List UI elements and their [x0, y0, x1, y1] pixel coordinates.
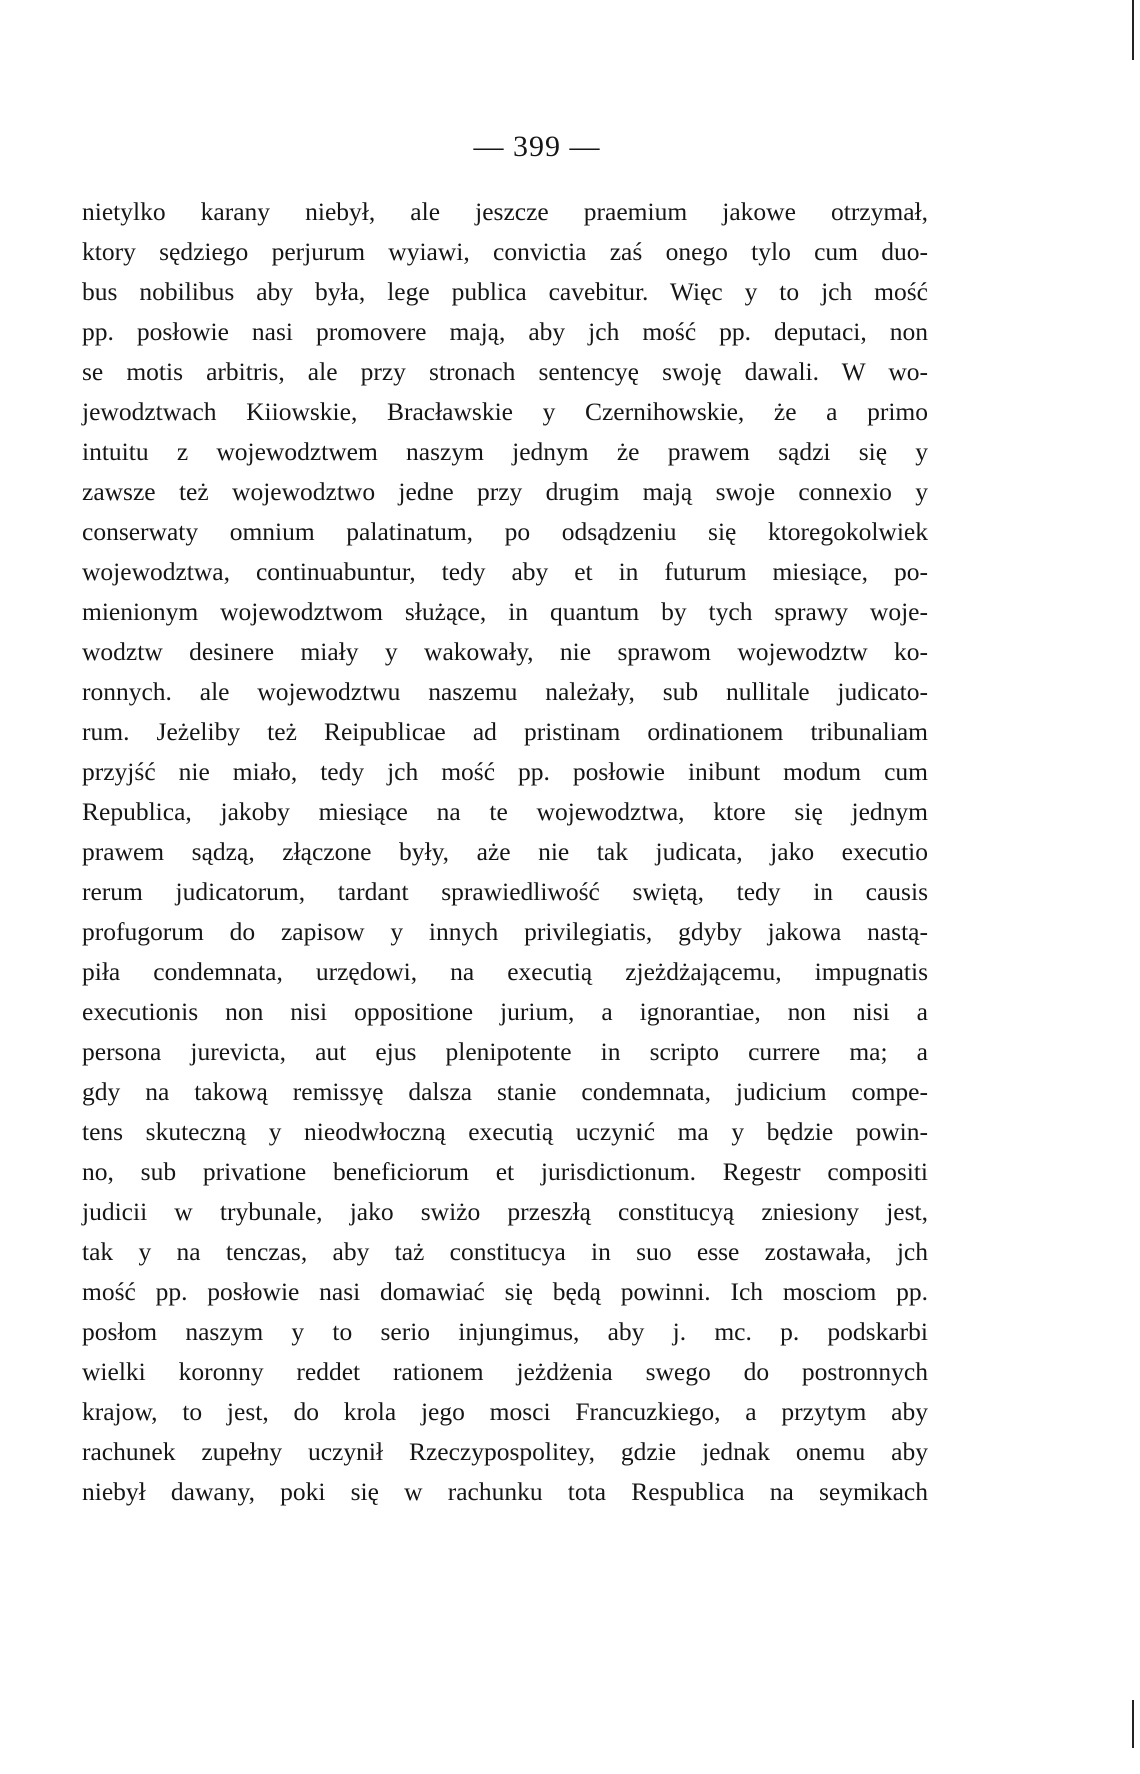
scan-edge-mark-top	[1132, 0, 1134, 60]
text-line: mienionym wojewodztwom służące, in quantum by tych sprawy woje-	[82, 597, 928, 626]
text-line: rachunek zupełny uczynił Rzeczypospolitey, gdzie jednak onemu aby	[82, 1437, 928, 1466]
text-line: tens skuteczną y nieodwłoczną executią uczynić ma y będzie powin-	[82, 1117, 928, 1146]
scan-edge-mark-bottom	[1132, 1700, 1134, 1748]
text-line: conserwaty omnium palatinatum, po odsądzeniu się ktoregokolwiek	[82, 517, 928, 546]
text-line: pp. posłowie nasi promovere mają, aby jch mość pp. deputaci, non	[82, 317, 928, 346]
text-line: wodztw desinere miały y wakowały, nie sprawom wojewodztw ko-	[82, 637, 928, 666]
text-line: persona jurevicta, aut ejus plenipotente in scripto currere ma; a	[82, 1037, 928, 1066]
text-line: zawsze też wojewodztwo jedne przy drugim mają swoje connexio y	[82, 477, 928, 506]
text-line: bus nobilibus aby była, lege publica cavebitur. Więc y to jch mość	[82, 277, 928, 306]
text-line: tak y na tenczas, aby taż constitucya in suo esse zostawała, jch	[82, 1237, 928, 1266]
text-line: niebył dawany, poki się w rachunku tota Respublica na seymikach	[82, 1477, 928, 1506]
page-number: — 399 —	[473, 130, 601, 163]
text-line: profugorum do zapisow y innych privilegiatis, gdyby jakowa nastą-	[82, 917, 928, 946]
text-line: prawem sądzą, złączone były, aże nie tak judicata, jako executio	[82, 837, 928, 866]
text-line: krajow, to jest, do krola jego mosci Francuzkiego, a przytym aby	[82, 1397, 928, 1426]
text-line: se motis arbitris, ale przy stronach sentencyę swoję dawali. W wo-	[82, 357, 928, 386]
text-line: judicii w trybunale, jako swiżo przeszłą constitucyą zniesiony jest,	[82, 1197, 928, 1226]
text-line: jewodztwach Kiiowskie, Bracławskie y Czernihowskie, że a primo	[82, 397, 928, 426]
text-line: nietylko karany niebył, ale jeszcze praemium jakowe otrzymał,	[82, 197, 928, 226]
text-line: wojewodztwa, continuabuntur, tedy aby et in futurum miesiące, po-	[82, 557, 928, 586]
text-line: przyjść nie miało, tedy jch mość pp. posłowie inibunt modum cum	[82, 757, 928, 786]
text-line: mość pp. posłowie nasi domawiać się będą powinni. Ich mosciom pp.	[82, 1277, 928, 1306]
text-line: posłom naszym y to serio injungimus, aby j. mc. p. podskarbi	[82, 1317, 928, 1346]
text-line: wielki koronny reddet rationem jeżdżenia swego do postronnych	[82, 1357, 928, 1386]
text-line: executionis non nisi oppositione jurium, a ignorantiae, non nisi a	[82, 997, 928, 1026]
text-line: no, sub privatione beneficiorum et jurisdictionum. Regestr compositi	[82, 1157, 928, 1186]
text-line: rerum judicatorum, tardant sprawiedliwość swiętą, tedy in causis	[82, 877, 928, 906]
text-line: piła condemnata, urzędowi, na executią zjeżdżającemu, impugnatis	[82, 957, 928, 986]
text-line: gdy na takową remissyę dalsza stanie condemnata, judicium compe-	[82, 1077, 928, 1106]
text-line: intuitu z wojewodztwem naszym jednym że prawem sądzi się y	[82, 437, 928, 466]
text-line: Republica, jakoby miesiące na te wojewodztwa, ktore się jednym	[82, 797, 928, 826]
text-body	[82, 192, 928, 1512]
text-line: ronnych. ale wojewodztwu naszemu należały, sub nullitale judicato-	[82, 677, 928, 706]
text-line: ktory sędziego perjurum wyiawi, convictia zaś onego tylo cum duo-	[82, 237, 928, 266]
text-line: rum. Jeżeliby też Reipublicae ad pristinam ordinationem tribunaliam	[82, 717, 928, 746]
